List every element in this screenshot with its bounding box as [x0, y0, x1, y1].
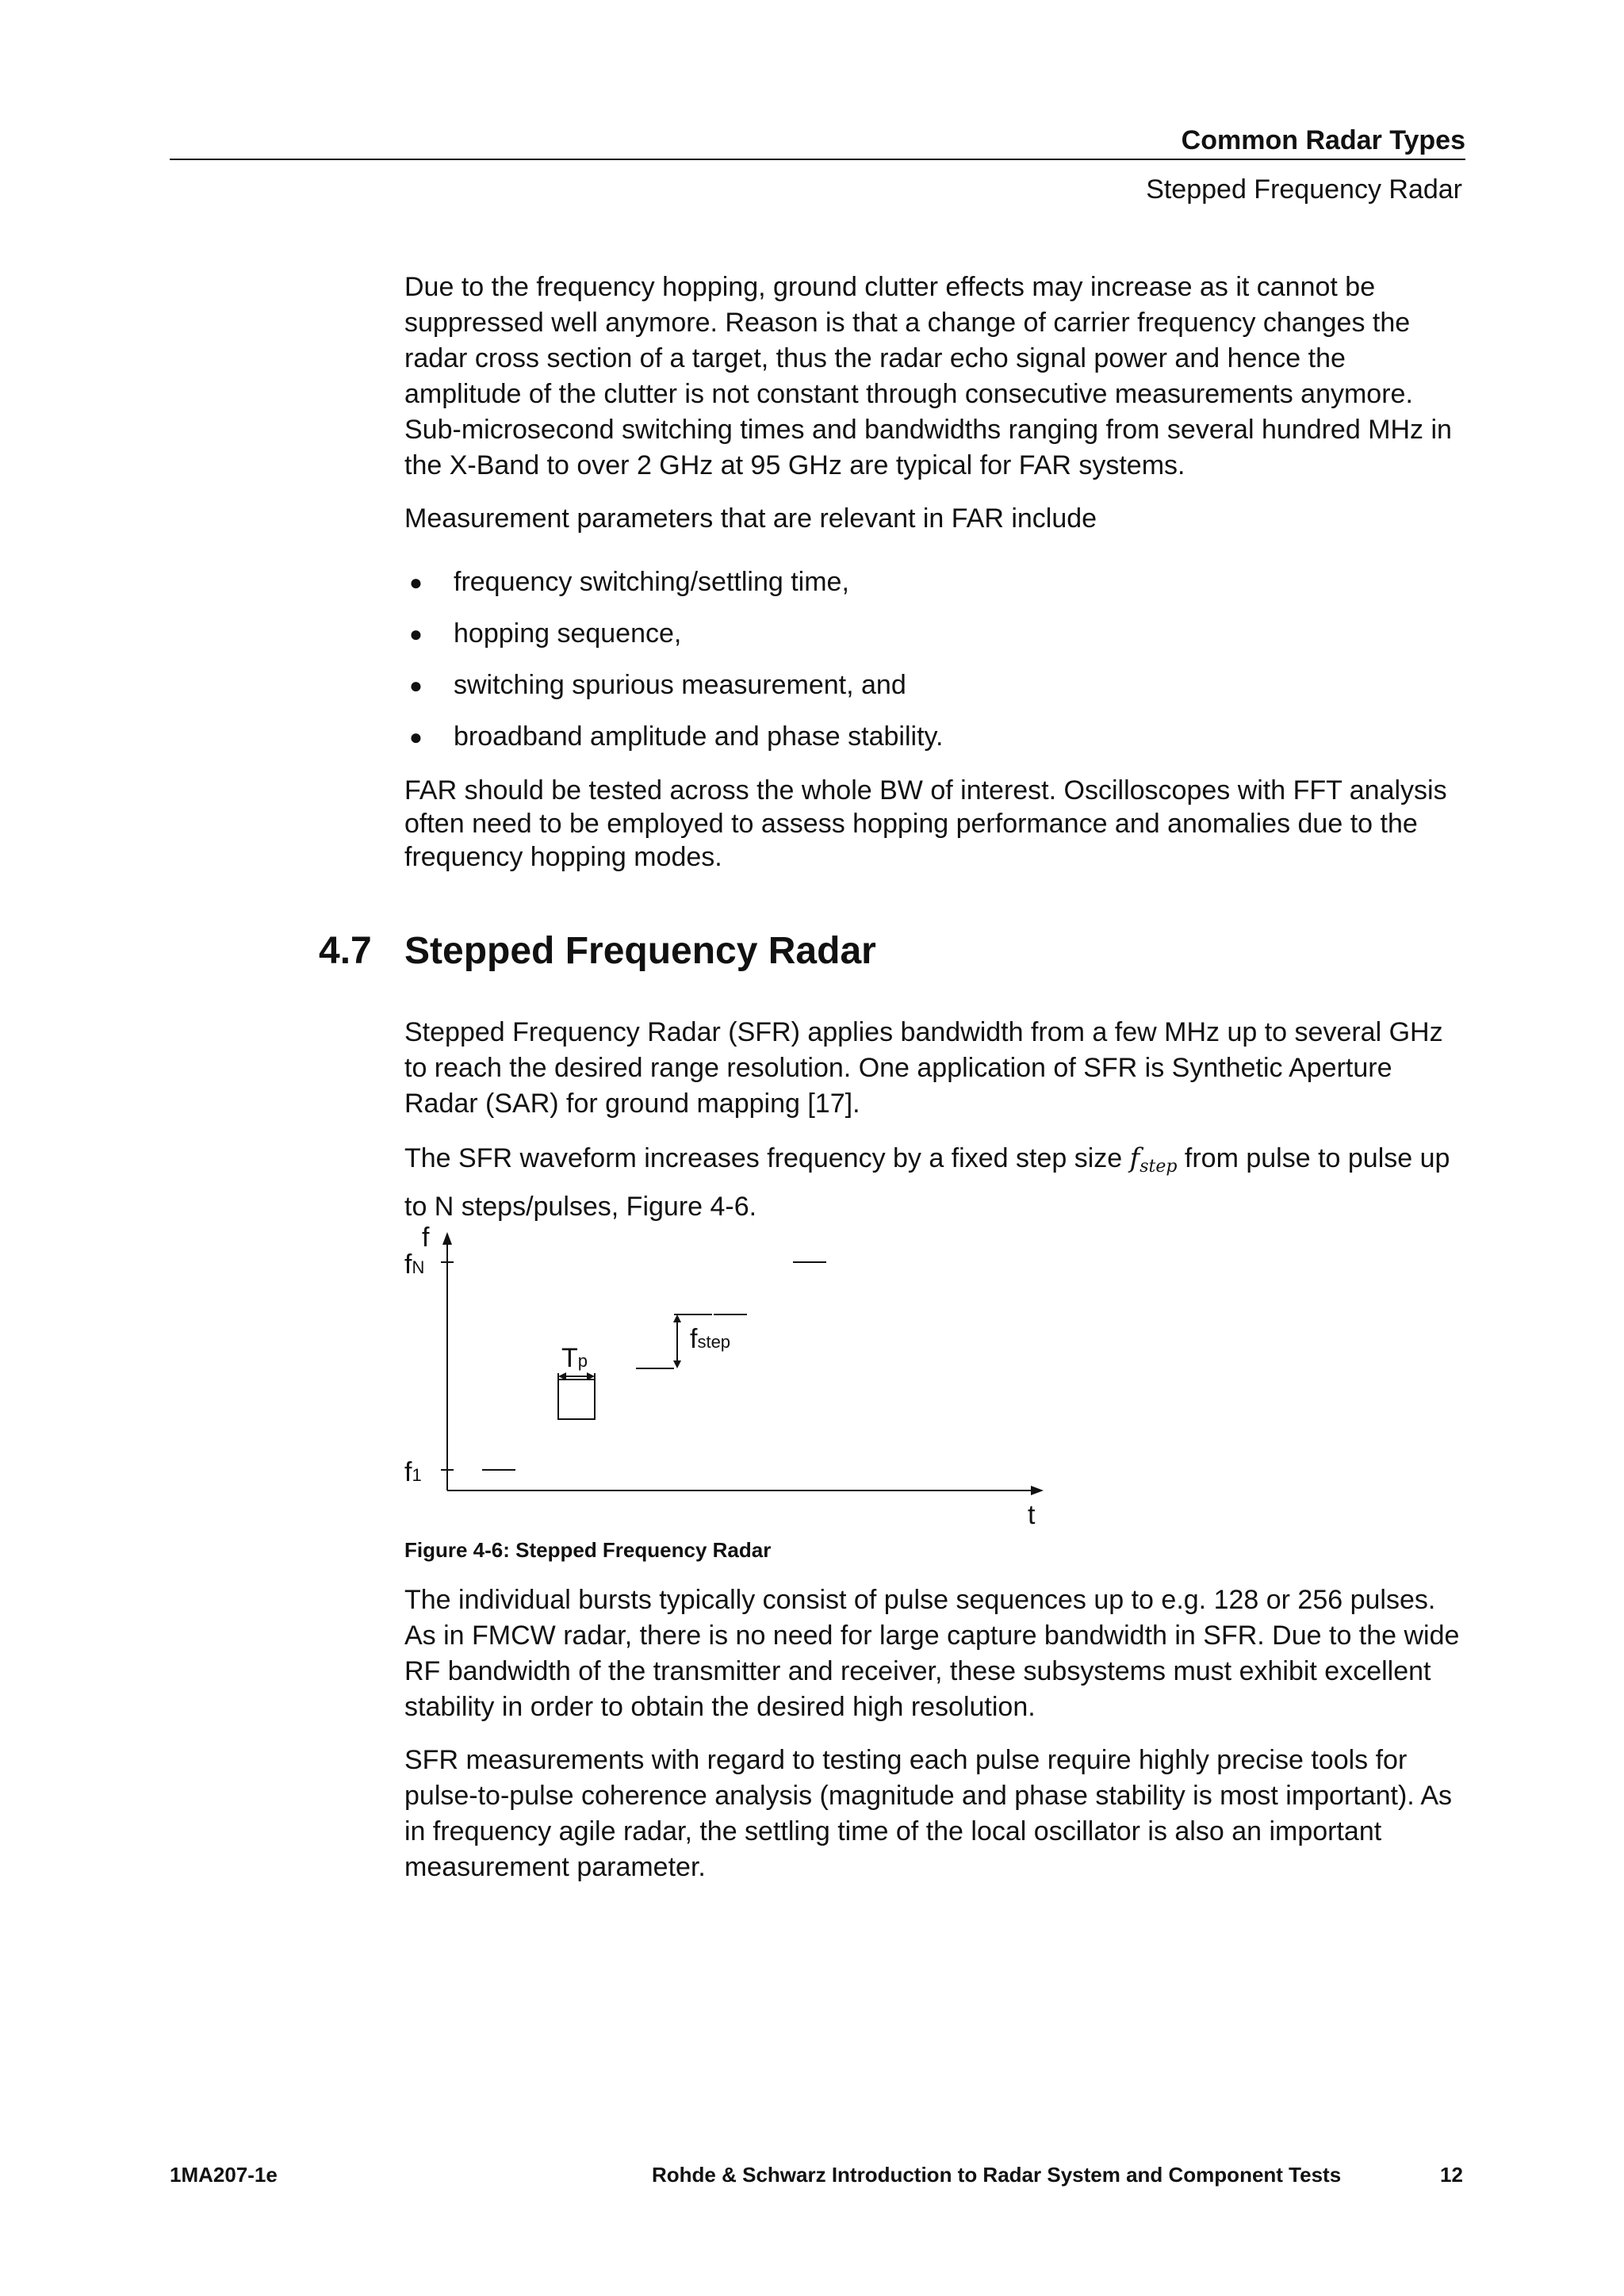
fstep-label-sub: step [697, 1332, 731, 1352]
f1-label-base: f [404, 1457, 412, 1487]
y-axis-label: f [422, 1223, 430, 1253]
list-item [404, 564, 1467, 616]
fstep-arrow-up-icon [673, 1314, 681, 1322]
bullet-icon: ● [409, 725, 423, 749]
after-figure-paragraph-1 [404, 1582, 1467, 1725]
f1-label-sub: 1 [412, 1465, 422, 1485]
list-item-text: switching spurious measurement, and [454, 670, 906, 700]
bullet-icon: ● [409, 622, 423, 646]
f1-label [404, 1457, 422, 1487]
section-paragraph-2 [404, 1138, 1467, 1226]
fstep-symbol-base: f [1129, 1142, 1140, 1174]
list-item [404, 668, 1467, 719]
section-p2-before: The SFR waveform increases frequency by a fixed step size [404, 1143, 1130, 1173]
fN-label [404, 1249, 424, 1280]
list-item-text: frequency switching/settling time, [454, 567, 849, 597]
bullet-icon: ● [409, 673, 423, 698]
intro-paragraph-1 [404, 270, 1467, 484]
section-p1-text: Stepped Frequency Radar (SFR) applies bandwidth from a few MHz up to several GHz to reach the desired range resolution. One application of SFR is Synthetic Aperture Radar (SAR) for ground mapping [17]. [404, 1017, 1443, 1119]
stepped-frequency-diagram [389, 1221, 1071, 1538]
fN-label-base: f [404, 1249, 412, 1280]
section-paragraph-1 [404, 1015, 1467, 1122]
y-axis-arrow-icon [442, 1232, 452, 1245]
parameter-list [404, 564, 1467, 771]
section-title: Stepped Frequency Radar [404, 930, 876, 972]
intro-p2-text: Measurement parameters that are relevant in FAR include [404, 503, 1097, 534]
list-item-text: broadband amplitude and phase stability. [454, 721, 944, 752]
section-p2-after: from pulse to pulse up to N steps/pulses, Figure 4-6. [404, 1143, 1450, 1222]
list-item [404, 616, 1467, 668]
tp-label [561, 1343, 588, 1373]
fstep-label-base: f [690, 1324, 698, 1354]
intro-p3-text: FAR should be tested across the whole BW of interest. Oscilloscopes with FFT analysis often need to be employed to assess hopping performance and anomalies due to the frequency hopping modes. [404, 775, 1447, 872]
intro-p1-text: Due to the frequency hopping, ground clutter effects may increase as it cannot be suppressed well anymore. Reason is that a change of carrier frequency changes the radar cross section of a target, thus the radar echo signal power and hence the amplitude of the clutter is not constant through consecutive measurements anymore. Sub-microsecond switching times and bandwidths ranging from several hundred MHz in the X-Band to over 2 GHz at 95 GHz are typical for FAR systems. [404, 272, 1452, 480]
section-number: 4.7 [319, 930, 372, 972]
fstep-symbol-sub: step [1139, 1157, 1178, 1177]
intro-paragraph-3 [404, 774, 1467, 874]
header-subtitle: Stepped Frequency Radar [1146, 174, 1462, 205]
intro-paragraph-2 [404, 501, 1467, 537]
footer-page-number: 12 [1440, 2163, 1463, 2187]
footer-doc-title: Rohde & Schwarz Introduction to Radar System and Component Tests [652, 2163, 1342, 2187]
bullet-icon: ● [409, 570, 423, 595]
list-item [404, 719, 1467, 771]
tp-label-base: T [561, 1343, 578, 1373]
figure-caption: Figure 4-6: Stepped Frequency Radar [404, 1538, 772, 1562]
after-figure-paragraph-2 [404, 1743, 1467, 1885]
header-title: Common Radar Types [1181, 125, 1465, 155]
x-axis-arrow-icon [1031, 1486, 1044, 1495]
header-rule [170, 159, 1465, 160]
after-figure-p1-text: The individual bursts typically consist of pulse sequences up to e.g. 128 or 256 pulses. As in FMCW radar, there is no need for large capture bandwidth in SFR. Due to the wide RF bandwidth of the transmitter and receiver, these subsystems must exhibit excellent stability in order to obtain the desired high resolution. [404, 1585, 1460, 1722]
pulse-width-box [558, 1380, 595, 1419]
fN-label-sub: N [412, 1257, 425, 1277]
footer-doc-id: 1MA207-1e [170, 2163, 278, 2187]
fstep-arrow-down-icon [673, 1360, 681, 1368]
after-figure-p2-text: SFR measurements with regard to testing each pulse require highly precise tools for pulse-to-pulse coherence analysis (magnitude and phase stability is most important). As in frequency agile radar, the settling time of the local oscillator is also an important measurement parameter. [404, 1745, 1453, 1882]
section-p2-text [404, 1138, 1467, 1226]
x-axis-label: t [1028, 1500, 1036, 1530]
fstep-label [690, 1324, 730, 1354]
list-item-text: hopping sequence, [454, 618, 682, 649]
tp-label-sub: p [577, 1351, 588, 1371]
fstep-symbol [1129, 1142, 1178, 1177]
